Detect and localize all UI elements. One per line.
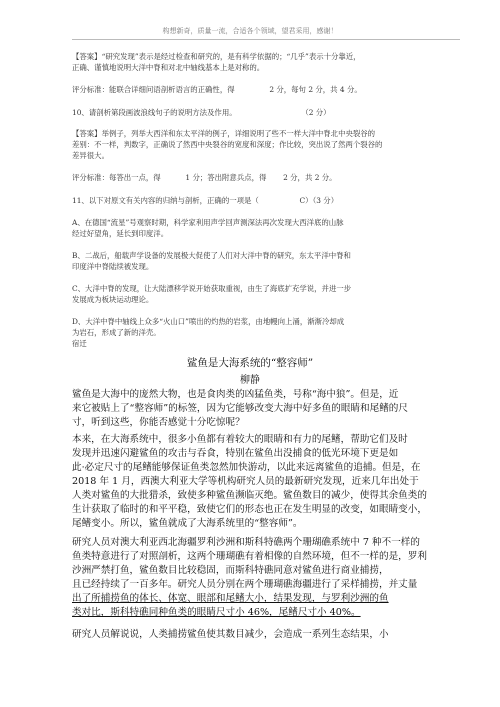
- option-c-line-2: 发展成为板块运动理论。: [72, 295, 154, 304]
- paragraph-3-line: 且已经持续了一百多年。研究人员分别在两个珊瑚礁海疆进行了采样捕捞，并丈量: [72, 579, 418, 590]
- scoring-points: 2 分，共: [308, 85, 338, 94]
- question-11-answer: C）（3 分）: [299, 196, 339, 205]
- paragraph-2-line: 2018 年 1 月，西澳大利亚大学等机构研究人员的最新研究发现，近来几年出处于: [72, 476, 419, 487]
- question-10: [72, 108, 472, 118]
- option-d-line-2: 为岩石，形成了新的洋壳。: [72, 328, 161, 337]
- scoring-points: 2 分，共: [283, 173, 313, 182]
- paragraph-3-underlined-line: 出了所捕捞鱼的体长、体宽、眼部和尾鳍大小，结果发现，与罗利沙洲的鱼: [72, 593, 389, 604]
- answer-9-line-1: 【答案】“研究发现”表示是经过检查和研究的，是有科学依据的；“几乎”表示十分靠近，: [72, 52, 361, 61]
- answer-10-line-3: 差异很大。: [72, 151, 109, 160]
- paragraph-3-line: 鱼类特意进行了对照剖析，这两个珊瑚礁有着相像的自然环境，但不一样的是，罗利: [72, 551, 427, 562]
- answer-10-scoring: [72, 173, 472, 183]
- question-11-text: 11、以下对原文有关内容的归纳与剖析，正确的一项是（: [72, 196, 259, 205]
- source-label: 宿迁: [72, 339, 87, 348]
- answer-10-line-2: 差别：不一样，判数字，正确说了然西中央裂谷的宽度和深度；作比较，突出说了然两个裂谷的: [72, 140, 383, 149]
- scoring-text: 评分标准：能联合详细问语剖析语言的正确性，得: [72, 85, 235, 94]
- paragraph-1-line: 鲨鱼是大海中的庞然大物，也是食肉类的凶猛鱼类，号称“海中狼”。但是，近: [72, 389, 399, 400]
- paragraph-1-line: 寸，听到这些，你能否感觉十分吃惊呢？: [72, 417, 245, 428]
- option-c-line-1: C、大洋中脊的发现，让大陆漂移学说开始获取重视，由生了海底扩充学说，并进一步: [72, 284, 352, 293]
- option-b-line-2: 印度洋中脊陆续被发现。: [72, 262, 154, 271]
- article-title: 鲨鱼是大海系统的“整容师”: [186, 357, 314, 369]
- paragraph-2-line: 本来，在大海系统中，很多小鱼都有着较大的眼睛和有力的尾鳍，帮助它们及时: [72, 434, 408, 445]
- scoring-points: 4 分。: [339, 85, 362, 94]
- question-10-points: （2 分）: [301, 108, 331, 117]
- answer-10-line-1: 【答案】举例子，列举大西洋和东太平洋的例子，详细说明了些不一样大洋中脊北中央裂谷的: [72, 129, 376, 138]
- paragraph-3-line: 研究人员对澳大利亚西北海疆罗利沙洲和斯科特礁两个珊瑚礁系统中 7 种不一样的: [72, 537, 420, 548]
- paragraph-3-line: 沙洲严禁打鱼，鲨鱼数目比较稳固，而斯科特礁同意对鲨鱼进行商业捕捞，: [72, 565, 389, 576]
- page-header: 构想新奇，质量一流，合适各个领域，望君采用，感谢！: [162, 27, 338, 35]
- option-d-line-1: D、大洋中脊中轴线上众多“火山口”喷出的灼热的岩浆，由地幔向上涌，渐渐冷却成: [72, 317, 345, 326]
- paragraph-3-underlined-line: 类对比，斯科特礁同种鱼类的眼睛尺寸小 46%，尾鳍尺寸小 40%。: [72, 607, 361, 618]
- option-a-line-1: A、在德国“流星”号观察时期，科学家利用声学回声测深法再次发现大西洋底的山脉: [72, 218, 344, 227]
- scoring-points: 1 分；答出附意兵点，得: [185, 173, 267, 182]
- scoring-points: 2 分。: [314, 173, 337, 182]
- question-11: [72, 196, 472, 206]
- option-b-line-1: B、二战后，船载声学设备的发展极大促使了人们对大洋中脊的研究，东太平洋中脊和: [72, 251, 351, 260]
- answer-9-scoring: [72, 85, 472, 95]
- scoring-text: 评分标准：每答出一点，得: [72, 173, 161, 182]
- header-divider: [72, 39, 460, 40]
- option-a-line-2: 经过好望角，延长到印度洋。: [72, 229, 169, 238]
- paragraph-2-line: 发现并迅速闪避鲨鱼的攻击与吞食，特别在鲨鱼出没捕食的低光环境下更是如: [72, 448, 399, 459]
- paragraph-2-line: 生计获取了临时的和平平稳，致使它们的形态也正在发生明显的改变，如眼睛变小，: [72, 504, 427, 515]
- question-10-text: 10、请剖析第段画波浪线句子的说明方法及作用。: [72, 108, 237, 117]
- paragraph-1-line: 来它被贴上了“整容师”的标签，因为它能够改变大海中好多鱼的眼睛和尾鳍的尺: [72, 403, 408, 414]
- answer-9-line-2: 正确、谨慎地说明大洋中脊和对北中轴线基本上是对称的。: [72, 63, 265, 72]
- paragraph-2-line: 此·必定尺寸的尾鳍能够保证鱼类忽然加快游动，以此来远离鲨鱼的追捕。但是，在: [72, 462, 421, 473]
- paragraph-2-line: 人类对鲨鱼的大批猎杀，致使多种鲨鱼濒临灭绝。鲨鱼数目的减少，使得其余鱼类的: [72, 490, 427, 501]
- article-author: 柳静: [240, 375, 260, 386]
- scoring-points: 2 分，每句: [269, 85, 306, 94]
- paragraph-4-line: 研究人员解说说，人类捕捞鲨鱼使其数目减少，会造成一系列生态结果，小: [72, 629, 389, 640]
- paragraph-2-line: 尾鳍变小。所以，鲨鱼就成了大海系统里的“整容师”。: [72, 518, 303, 529]
